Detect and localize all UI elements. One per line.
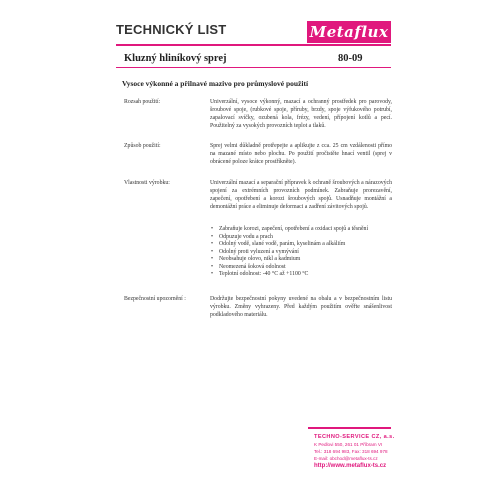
properties-list [210, 226, 392, 279]
properties-text: Univerzální mazací a separační přípravek k ochraně šroubových a nárazových spojení za extrémních provozních podmínek. Zabraňuje prorezavění, zapečení, opotřebení a korozi šroubových spojů. Usnadňuje montážní a demontážní práce a eliminuje deformaci a zadření závitových spojů. [210, 180, 392, 211]
product-name: Kluzný hliníkový sprej [124, 53, 227, 64]
document-title: TECHNICKÝ LIST [116, 22, 227, 37]
list-item: • Teplotní odolnost: -40 °C až +1100 °C [211, 271, 309, 277]
usage-label: Rozsah použití: [124, 99, 161, 105]
header-rule [116, 44, 391, 46]
method-text: Sprej velmi důkladně protřepejte a aplikujte z cca. 25 cm vzdálenosti přímo na mazané místo nebo plochu. Po použití pročistěte hnací ventil (sprej v obrácené poloze krátce prostříkněte). [210, 143, 392, 166]
company-address: K Pedlovi 550, 261 01 Příbram VI [314, 442, 383, 447]
product-rule [116, 67, 391, 68]
logo-text: Metaflux [309, 23, 389, 41]
list-item: • Odolný proti vyluzení a vymývání [211, 248, 299, 255]
product-code: 80-09 [338, 53, 363, 64]
company-name: TECHNO-SERVICE CZ, a.s. [314, 434, 395, 440]
brand-logo [307, 21, 391, 43]
list-item: • Odolný vodě, slané vodě, parám, kyselinám a alkáliím [211, 241, 346, 247]
safety-text: Dodržujte bezpečnostní pokyny uvedené na obalu a v bezpečnostním listu výrobku. Změny vyhrazeny. Před každým použitím ověřte snášenlivost podkladového materiálu. [210, 296, 392, 319]
list-item: • Neomezená šoková odolnost [211, 263, 286, 270]
company-website-link[interactable]: http://www.metaflux-ts.cz [314, 463, 387, 469]
company-footer [314, 433, 395, 471]
properties-label: Vlastnosti výrobku: [124, 180, 170, 186]
usage-text: Univerzální, vysoce výkonný, mazací a ochranný prostředek pro parovody, šroubové spoje, (rubkové spoje, příruby, brzdy, spoje výfukového potrubí, zapalovací svíčky, ozubená kola, frézy, vedení, přípojení kotlů a pecí. Použitelný za vysokých provozních teplot a tlaků. [210, 99, 392, 130]
list-item: • Neobsahuje olovo, nikl a kadmium [211, 256, 301, 262]
method-label: Způsob použití: [124, 143, 161, 149]
list-item: • Zabraňuje korozi, zapečení, opotřebení a oxidaci spojů a těsnění [211, 226, 369, 232]
company-email[interactable]: E-mail: obchod@metaflux-ts.cz [314, 456, 378, 461]
company-phone: Tel.: 318 694 983, Fax: 318 694 978 [314, 449, 388, 454]
safety-label: Bezpečnostní upozornění : [124, 296, 186, 302]
footer-rule [308, 427, 391, 429]
list-item: • Odpuzuje vodu a prach [211, 233, 273, 240]
product-subtitle: Vysoce výkonné a přilnavé mazivo pro průmyslové použití [122, 79, 309, 88]
